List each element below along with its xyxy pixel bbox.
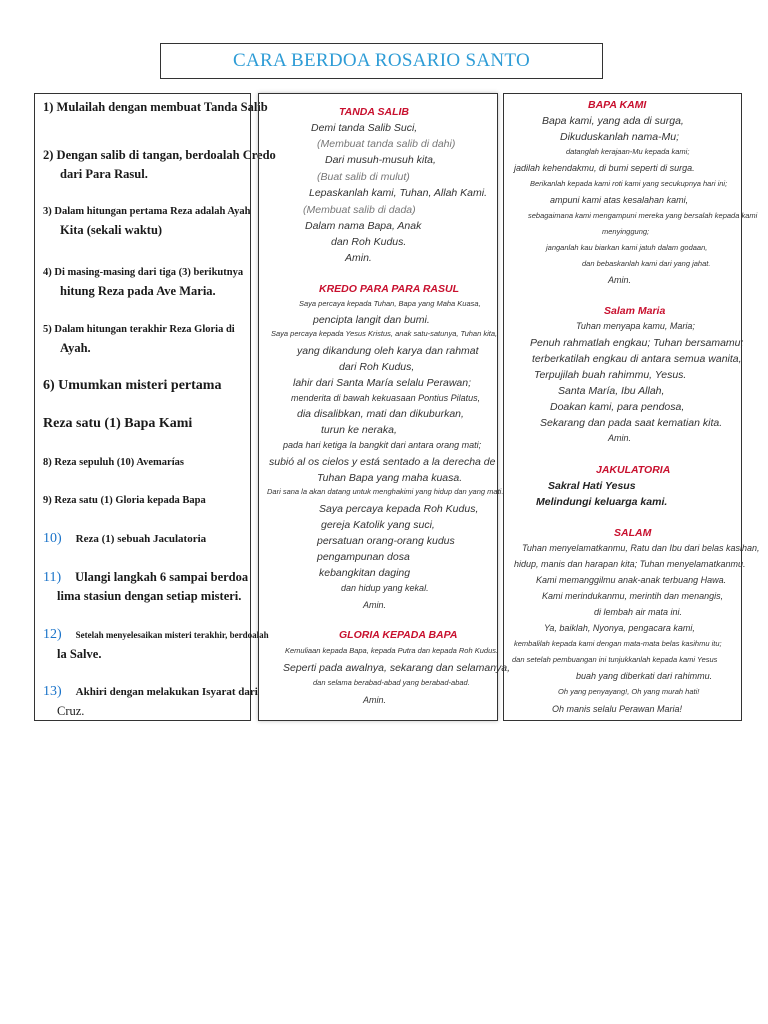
prayer-line: hidup, manis dan harapan kita; Tuhan menyelamatkanmu. xyxy=(514,559,746,569)
step-1: 1) Mulailah dengan membuat Tanda Salib xyxy=(43,100,268,114)
step-10: 10) Reza (1) sebuah Jaculatoria xyxy=(43,531,207,546)
prayer-line: pengampunan dosa xyxy=(317,551,410,563)
prayer-line: Penuh rahmatlah engkau; Tuhan bersamamu; xyxy=(530,337,744,349)
prayer-line: ampuni kami atas kesalahan kami, xyxy=(550,195,689,205)
step-4: 4) Di masing-masing dari tiga (3) berikutnya hitung Reza pada Ave Maria. xyxy=(43,267,244,298)
prayer-line: Seperti pada awalnya, sekarang dan selamanya, xyxy=(283,662,511,674)
prayer-line: Lepaskanlah kami, Tuhan, Allah Kami. xyxy=(309,187,488,199)
prayer-line: dari Roh Kudus, xyxy=(339,361,415,373)
heading-jakulatoria: JAKULATORIA xyxy=(596,464,671,476)
prayer-line: Amin. xyxy=(363,695,387,705)
prayer-line: Amin. xyxy=(608,275,632,285)
heading-kredo: KREDO PARA PARA RASUL xyxy=(319,283,460,295)
prayer-line: persatuan orang-orang kudus xyxy=(317,535,455,547)
prayer-line: Ya, baiklah, Nyonya, pengacara kami, xyxy=(544,623,695,633)
prayer-line: pada hari ketiga la bangkit dari antara orang mati; xyxy=(283,440,482,450)
prayer-line: Dari musuh-musuh kita, xyxy=(325,154,436,166)
prayer-line: turun ke neraka, xyxy=(321,424,397,436)
prayer-note: (Membuat tanda salib di dahi) xyxy=(317,138,456,150)
step-2: 2) Dengan salib di tangan, berdoalah Credo dari Para Rasul. xyxy=(43,148,276,181)
prayer-line: Dikuduskanlah nama-Mu; xyxy=(560,131,680,143)
step-7: Reza satu (1) Bapa Kami xyxy=(43,416,193,431)
prayers-column-2 xyxy=(503,93,760,721)
steps-column xyxy=(34,93,276,721)
prayer-line: jadilah kehendakmu, di bumi seperti di surga. xyxy=(514,163,695,173)
step-13: 13) Akhiri dengan melakukan Isyarat dari Cruz. xyxy=(43,684,258,718)
prayer-line: gereja Katolik yang suci, xyxy=(321,519,435,531)
prayer-line: Saya percaya kepada Yesus Kristus, anak satu-satunya, Tuhan kita, xyxy=(271,329,498,338)
step-3: 3) Dalam hitungan pertama Reza adalah Ayah Kita (sekali waktu) xyxy=(43,206,251,237)
prayer-note: (Buat salib di mulut) xyxy=(317,171,410,183)
prayer-line: Amin. xyxy=(608,433,632,443)
step-9: 9) Reza satu (1) Gloria kepada Bapa xyxy=(43,495,206,506)
prayer-line: Amin. xyxy=(345,252,372,264)
prayers-column-1 xyxy=(258,93,511,721)
step-6: 6) Umumkan misteri pertama xyxy=(43,378,222,393)
prayer-line: Kami memanggilmu anak-anak terbuang Hawa. xyxy=(536,575,727,585)
prayer-line: buah yang diberkati dari rahimmu. xyxy=(576,671,713,681)
prayer-line: pencipta langit dan bumi. xyxy=(313,314,430,326)
title-box xyxy=(160,43,603,79)
prayer-line: Bapa kami, yang ada di surga, xyxy=(542,115,684,127)
prayer-line: dan Roh Kudus. xyxy=(331,236,407,248)
prayer-line: Santa María, Ibu Allah, xyxy=(558,385,665,397)
prayer-line: janganlah kau biarkan kami jatuh dalam godaan, xyxy=(546,243,708,252)
prayer-line: Kami merindukanmu, merintih dan menangis, xyxy=(542,591,724,601)
prayer-line: Tuhan menyelamatkanmu, Ratu dan Ibu dari belas kasihan, xyxy=(522,543,760,553)
page-title: CARA BERDOA ROSARIO SANTO xyxy=(233,50,530,71)
prayer-line: menyinggung; xyxy=(602,227,650,236)
prayer-line: kembalilah kepada kami dengan mata-mata belas kasihmu itu; xyxy=(514,639,722,648)
heading-salam: SALAM xyxy=(614,527,652,539)
prayer-line: Dalam nama Bapa, Anak xyxy=(305,220,422,232)
prayer-line: kebangkitan daging xyxy=(319,567,411,579)
prayer-line: Kemuliaan kepada Bapa, kepada Putra dan kepada Roh Kudus. xyxy=(285,646,499,655)
step-11: 11) Ulangi langkah 6 sampai berdoa lima stasiun dengan setiap misteri. xyxy=(43,570,249,603)
heading-gloria: GLORIA KEPADA BAPA xyxy=(339,629,458,641)
prayer-line: Melindungi keluarga kami. xyxy=(536,496,668,508)
prayer-line: sebagaimana kami mengampuni mereka yang bersalah kepada kami xyxy=(528,211,758,220)
prayer-note: (Membuat salib di dada) xyxy=(303,204,416,216)
prayer-line: Saya percaya kepada Roh Kudus, xyxy=(319,503,479,515)
prayer-line: dia disalibkan, mati dan dikuburkan, xyxy=(297,408,464,420)
prayer-line: Sekarang dan pada saat kematian kita. xyxy=(540,417,723,429)
prayer-line: menderita di bawah kekuasaan Pontius Pilatus, xyxy=(291,393,481,403)
prayer-line: Oh yang penyayang!, Oh yang murah hati! xyxy=(558,687,700,696)
heading-salam-maria: Salam Maria xyxy=(604,305,666,317)
prayer-line: Demi tanda Salib Suci, xyxy=(311,122,418,134)
prayer-line: Berikanlah kepada kami roti kami yang secukupnya hari ini; xyxy=(530,179,728,188)
prayer-line: Oh manis selalu Perawan Maria! xyxy=(552,704,683,714)
prayer-line: dan hidup yang kekal. xyxy=(341,583,429,593)
prayer-line: Doakan kami, para pendosa, xyxy=(550,401,685,413)
prayer-line: di lembah air mata ini. xyxy=(594,607,683,617)
prayer-line: terberkatilah engkau di antara semua wanita, xyxy=(532,353,742,365)
heading-tanda-salib: TANDA SALIB xyxy=(339,106,409,118)
heading-bapa-kami: BAPA KAMI xyxy=(588,99,647,111)
prayer-line: Tuhan Bapa yang maha kuasa. xyxy=(317,472,463,484)
prayer-line: Saya percaya kepada Tuhan, Bapa yang Maha Kuasa, xyxy=(299,299,481,308)
prayer-line: Sakral Hati Yesus xyxy=(548,480,636,492)
prayer-line: dan selama berabad-abad yang berabad-abad. xyxy=(313,678,470,687)
prayer-line: yang dikandung oleh karya dan rahmat xyxy=(297,345,479,357)
prayer-line: subió al os cielos y está sentado a la derecha de xyxy=(269,456,496,468)
prayer-line: datanglah kerajaan-Mu kepada kami; xyxy=(566,147,690,156)
prayer-line: dan setelah pembuangan ini tunjukkanlah kepada kami Yesus xyxy=(512,655,718,664)
step-12: 12) Setelah menyelesaikan misteri terakhir, berdoalah la Salve. xyxy=(43,627,269,661)
step-8: 8) Reza sepuluh (10) Avemarías xyxy=(43,457,184,468)
step-5: 5) Dalam hitungan terakhir Reza Gloria di Ayah. xyxy=(43,324,235,355)
prayer-line: Terpujilah buah rahimmu, Yesus. xyxy=(534,369,687,381)
prayer-line: Amin. xyxy=(363,600,387,610)
prayer-line: lahir dari Santa María selalu Perawan; xyxy=(293,377,472,389)
prayer-line: Dari sana la akan datang untuk menghakimi yang hidup dan yang mati. xyxy=(267,487,504,496)
prayer-line: Tuhan menyapa kamu, Maria; xyxy=(576,321,695,331)
prayer-line: dan bebaskanlah kami dari yang jahat. xyxy=(582,259,711,268)
